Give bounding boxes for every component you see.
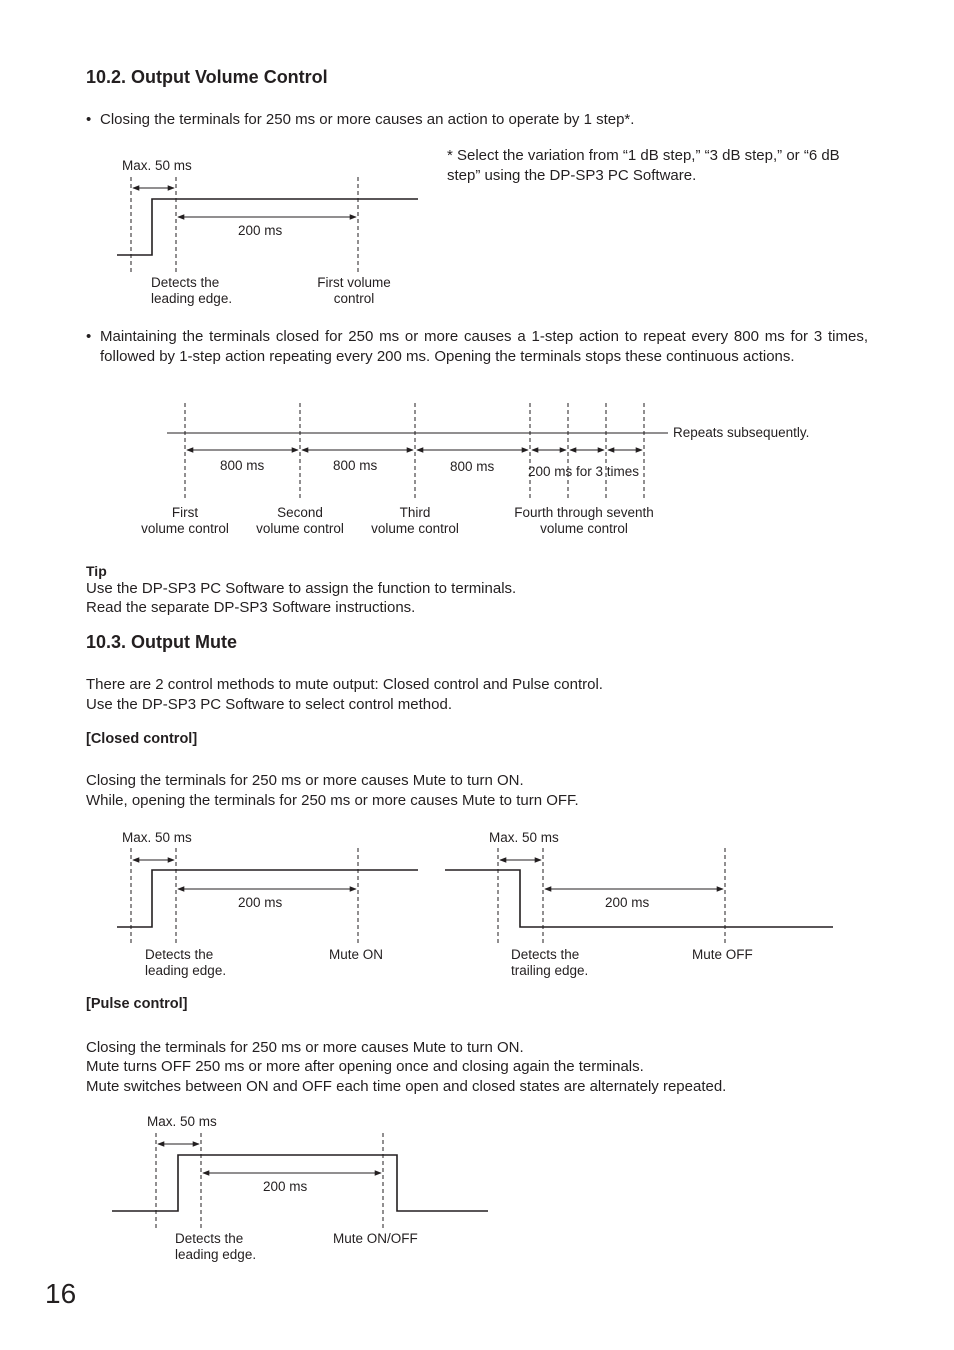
diag2-first-label <box>125 505 245 537</box>
diag2-first-line1: First <box>171 505 199 520</box>
diag5-detect-line1: Detects the <box>175 1231 244 1246</box>
diag5-detect-label <box>175 1231 256 1263</box>
diag3-mute-on-label: Mute ON <box>329 947 384 962</box>
diag2-third-line1: Third <box>399 505 431 520</box>
diag2-third-label <box>355 505 475 537</box>
page-number: 16 <box>45 1278 77 1309</box>
diag2-800ms-a: 800 ms <box>220 458 265 473</box>
diag2-fourth-line1: Fourth through seventh <box>514 505 654 520</box>
footnote-step-variation: * Select the variation from “1 dB step,” “3 dB step,” or “6 dB step” using the DP-SP3 PC Software. <box>447 147 840 184</box>
pulse-line-3: Mute switches between ON and OFF each time open and closed states are alternately repeated. <box>86 1078 727 1095</box>
diag5-max-label: Max. 50 ms <box>147 1114 217 1129</box>
diag1-detect-label <box>151 275 232 307</box>
closed-line-2: While, opening the terminals for 250 ms or more causes Mute to turn OFF. <box>86 792 579 809</box>
diag4-detect-line1: Detects the <box>511 947 580 962</box>
diag1-200ms-label: 200 ms <box>238 223 283 238</box>
diag1-detect-line2: leading edge. <box>151 291 233 306</box>
diag3-200ms-label: 200 ms <box>238 895 283 910</box>
section-title-output-mute: 10.3. Output Mute <box>86 632 238 652</box>
diag4-mute-off-label: Mute OFF <box>692 947 753 962</box>
diag1-max-label: Max. 50 ms <box>122 158 192 173</box>
bullet-volume-repeat <box>86 327 868 367</box>
tip-label: Tip <box>86 563 107 579</box>
diagram-volume-repeat <box>167 403 668 500</box>
diag3-max-label: Max. 50 ms <box>122 830 192 845</box>
diag3-detect-line1: Detects the <box>145 947 214 962</box>
diag4-200ms-label: 200 ms <box>605 895 650 910</box>
diag2-800ms-b: 800 ms <box>333 458 378 473</box>
bullet-text: Closing the terminals for 250 ms or more causes an action to operate by 1 step*. <box>100 111 635 128</box>
bullet-text: Maintaining the terminals closed for 250 ms or more causes a 1-step action to repeat every 800 ms for 3 times, followed by 1-step action repeating every 200 ms. Opening the terminals stops these continuous actions. <box>100 328 868 365</box>
pulse-line-1: Closing the terminals for 250 ms or more causes Mute to turn ON. <box>86 1039 524 1056</box>
diag4-detect-line2: trailing edge. <box>511 963 589 978</box>
diag5-200ms-label: 200 ms <box>263 1179 308 1194</box>
tip-line-1: Use the DP-SP3 PC Software to assign the function to terminals. <box>86 580 517 597</box>
mute-intro-1: There are 2 control methods to mute output: Closed control and Pulse control. <box>86 676 603 693</box>
diag4-max-label: Max. 50 ms <box>489 830 559 845</box>
bullet-dot: • <box>86 111 92 128</box>
diag1-detect-line1: Detects the <box>151 275 220 290</box>
diag2-third-line2: volume control <box>371 521 459 536</box>
pulse-control-heading: [Pulse control] <box>86 996 188 1012</box>
pulse-line-2: Mute turns OFF 250 ms or more after opening once and closing again the terminals. <box>86 1058 644 1075</box>
closed-control-heading: [Closed control] <box>86 731 198 747</box>
closed-line-1: Closing the terminals for 250 ms or more causes Mute to turn ON. <box>86 772 524 789</box>
section-title-output-volume: 10.2. Output Volume Control <box>86 67 328 87</box>
diag2-repeats-label: Repeats subsequently. <box>673 425 810 440</box>
diag5-detect-line2: leading edge. <box>175 1247 257 1262</box>
diag3-detect-line2: leading edge. <box>145 963 227 978</box>
diag2-first-line2: volume control <box>141 521 229 536</box>
mute-intro-2: Use the DP-SP3 PC Software to select control method. <box>86 696 452 713</box>
tip-line-2: Read the separate DP-SP3 Software instructions. <box>86 599 416 616</box>
diag2-second-label <box>240 505 360 537</box>
bullet-dot: • <box>86 328 92 345</box>
diag1-first-line1: First volume <box>317 275 391 290</box>
diag3-detect-label <box>145 947 226 979</box>
diag1-first-label <box>294 275 414 307</box>
diag2-800ms-c: 800 ms <box>450 459 495 474</box>
diag2-fourth-label <box>504 505 664 537</box>
diag2-200ms-label: 200 ms for 3 times <box>528 464 640 479</box>
diag5-mute-label: Mute ON/OFF <box>333 1231 418 1246</box>
diag2-fourth-line2: volume control <box>540 521 628 536</box>
diag2-second-line2: volume control <box>256 521 344 536</box>
diag4-detect-label <box>511 947 588 979</box>
diag1-first-line2: control <box>333 291 375 306</box>
diag2-second-line1: Second <box>277 505 323 520</box>
